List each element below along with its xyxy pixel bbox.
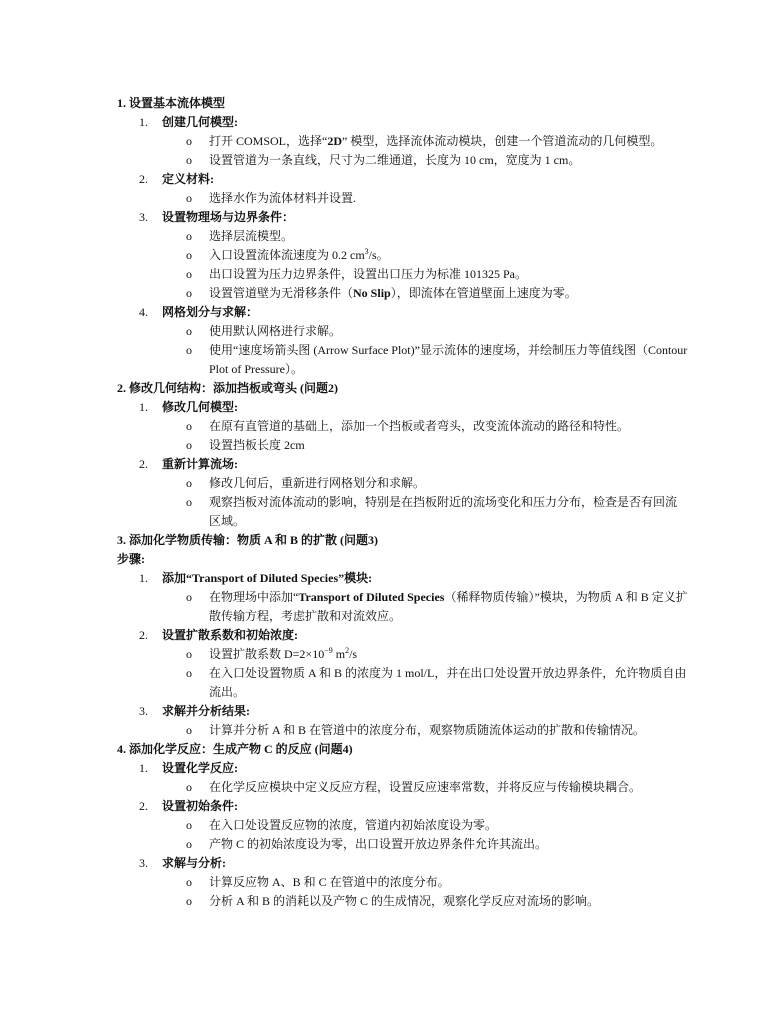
bullet-item: o 在物理场中添加“Transport of Diluted Species（稀释物质传输）”模块，为物质 A 和 B 定义扩散传输方程，考虑扩散和对流效应。 (186, 590, 688, 623)
bullet-marker: o (186, 248, 192, 262)
bullet-item: o 入口设置流体流速度为 0.2 $cm^3/s$。 (0, 246, 768, 265)
list-item: 1. 创建几何模型: (139, 115, 238, 129)
bullet-item: o 设置挡板长度 2cm (0, 436, 768, 455)
section-3-heading: 3. 添加化学物质传输：物质 A 和 B 的扩散 (问题3) (117, 533, 379, 547)
bullet-marker: o (186, 476, 192, 490)
bullet-item: o 计算并分析 A 和 B 在管道中的浓度分布，观察物质随流体运动的扩散和传输情况。 (0, 721, 768, 740)
bullet-item: o 出口设置为压力边界条件，设置出口压力为标准 101325 Pa。 (0, 265, 768, 284)
step-label: 定义材料: (162, 172, 214, 186)
bullet-marker: o (186, 818, 192, 832)
list-item: 2. 设置扩散系数和初始浓度: (139, 628, 298, 642)
bullet-marker: o (186, 438, 192, 452)
bullet-item: o 设置管道壁为无滑移条件（No Slip），即流体在管道壁面上速度为零。 (0, 284, 768, 303)
step-label: 设置初始条件: (162, 799, 238, 813)
bullet-marker: o (186, 837, 192, 851)
bullet-item: o 选择水作为流体材料并设置. (0, 189, 768, 208)
step-label: 重新计算流场: (162, 457, 238, 471)
list-item: 1. 设置化学反应: (139, 761, 238, 775)
list-item: 2. 设置初始条件: (139, 799, 238, 813)
bullet-marker: o (186, 343, 192, 357)
bullet-marker: o (186, 324, 192, 338)
bullet-marker: o (186, 723, 192, 737)
bullet-item: o 计算反应物 A、B 和 C 在管道中的浓度分布。 (0, 873, 768, 892)
step-label: 求解与分析: (162, 856, 226, 870)
bullet-item: o 打开 COMSOL，选择“2D” 模型，选择流体流动模块，创建一个管道流动的几何模型。 (0, 132, 768, 151)
bullet-marker: o (186, 666, 192, 680)
bullet-marker: o (186, 495, 192, 509)
list-item: 2. 重新计算流场: (139, 457, 238, 471)
bullet-item: o 使用“速度场箭头图 (Arrow Surface Plot)”显示流体的速度场，并绘制压力等值线图（Contour Plot of Pressure）。 (186, 343, 688, 376)
bullet-marker: o (186, 894, 192, 908)
step-label: 设置化学反应: (162, 761, 238, 775)
bullet-marker: o (186, 419, 192, 433)
bullet-item: o 观察挡板对流体流动的影响，特别是在挡板附近的流场变化和压力分布，检查是否有回流区域。 (186, 495, 678, 528)
bullet-item: o 产物 C 的初始浓度设为零，出口设置开放边界条件允许其流出。 (0, 835, 768, 854)
steps-label: 步骤: (117, 552, 145, 566)
bullet-marker: o (186, 875, 192, 889)
bullet-item: o 在化学反应模块中定义反应方程，设置反应速率常数，并将反应与传输模块耦合。 (0, 778, 768, 797)
bullet-marker: o (186, 134, 192, 148)
list-item: 3. 求解并分析结果: (139, 704, 250, 718)
step-label: 修改几何模型: (162, 400, 238, 414)
step-label: 求解并分析结果: (162, 704, 250, 718)
list-item: 1. 修改几何模型: (139, 400, 238, 414)
list-item: 3. 设置物理场与边界条件： (139, 210, 295, 224)
bullet-marker: o (186, 153, 192, 167)
step-label: 设置扩散系数和初始浓度: (162, 628, 298, 642)
step-label: 设置物理场与边界条件： (162, 210, 295, 224)
list-item: 3. 求解与分析: (139, 856, 226, 870)
bullet-marker: o (186, 267, 192, 281)
bullet-item: o 设置管道为一条直线，尺寸为二维通道，长度为 10 cm，宽度为 1 cm。 (0, 151, 768, 170)
bullet-item: o 使用默认网格进行求解。 (0, 322, 768, 341)
bullet-item: o 在原有直管道的基础上，添加一个挡板或者弯头，改变流体流动的路径和特性。 (0, 417, 768, 436)
section-1-heading: 1. 设置基本流体模型 (117, 96, 226, 110)
bullet-item: o 在入口处设置物质 A 和 B 的浓度为 1 mol/L，并在出口处设置开放边界条件，允许物质自由流出。 (186, 666, 687, 699)
section-4-heading: 4. 添加化学反应：生成产物 C 的反应 (问题4) (117, 742, 353, 756)
bullet-marker: o (186, 229, 192, 243)
bullet-item: o 选择层流模型。 (0, 227, 768, 246)
bullet-marker: o (186, 647, 192, 661)
document-body (0, 94, 768, 911)
step-label: 网格划分与求解： (162, 305, 259, 319)
bullet-item: o 在入口处设置反应物的浓度，管道内初始浓度设为零。 (0, 816, 768, 835)
section-2-heading: 2. 修改几何结构：添加挡板或弯头 (问题2) (117, 381, 338, 395)
list-item: 2. 定义材料: (139, 172, 214, 186)
list-item: 4. 网格划分与求解： (139, 305, 259, 319)
bullet-marker: o (186, 191, 192, 205)
bullet-item: o 分析 A 和 B 的消耗以及产物 C 的生成情况，观察化学反应对流场的影响。 (0, 892, 768, 911)
step-label: 创建几何模型: (162, 115, 238, 129)
list-item: 1. 添加“Transport of Diluted Species”模块: (139, 571, 373, 585)
bullet-item: o 设置扩散系数 $D=2\times 10^{-9}$ $m^2/s$ (0, 645, 768, 664)
step-label: 添加“Transport of Diluted Species”模块: (162, 571, 373, 585)
bullet-marker: o (186, 590, 192, 604)
bullet-marker: o (186, 780, 192, 794)
bullet-marker: o (186, 286, 192, 300)
bullet-item: o 修改几何后，重新进行网格划分和求解。 (0, 474, 768, 493)
